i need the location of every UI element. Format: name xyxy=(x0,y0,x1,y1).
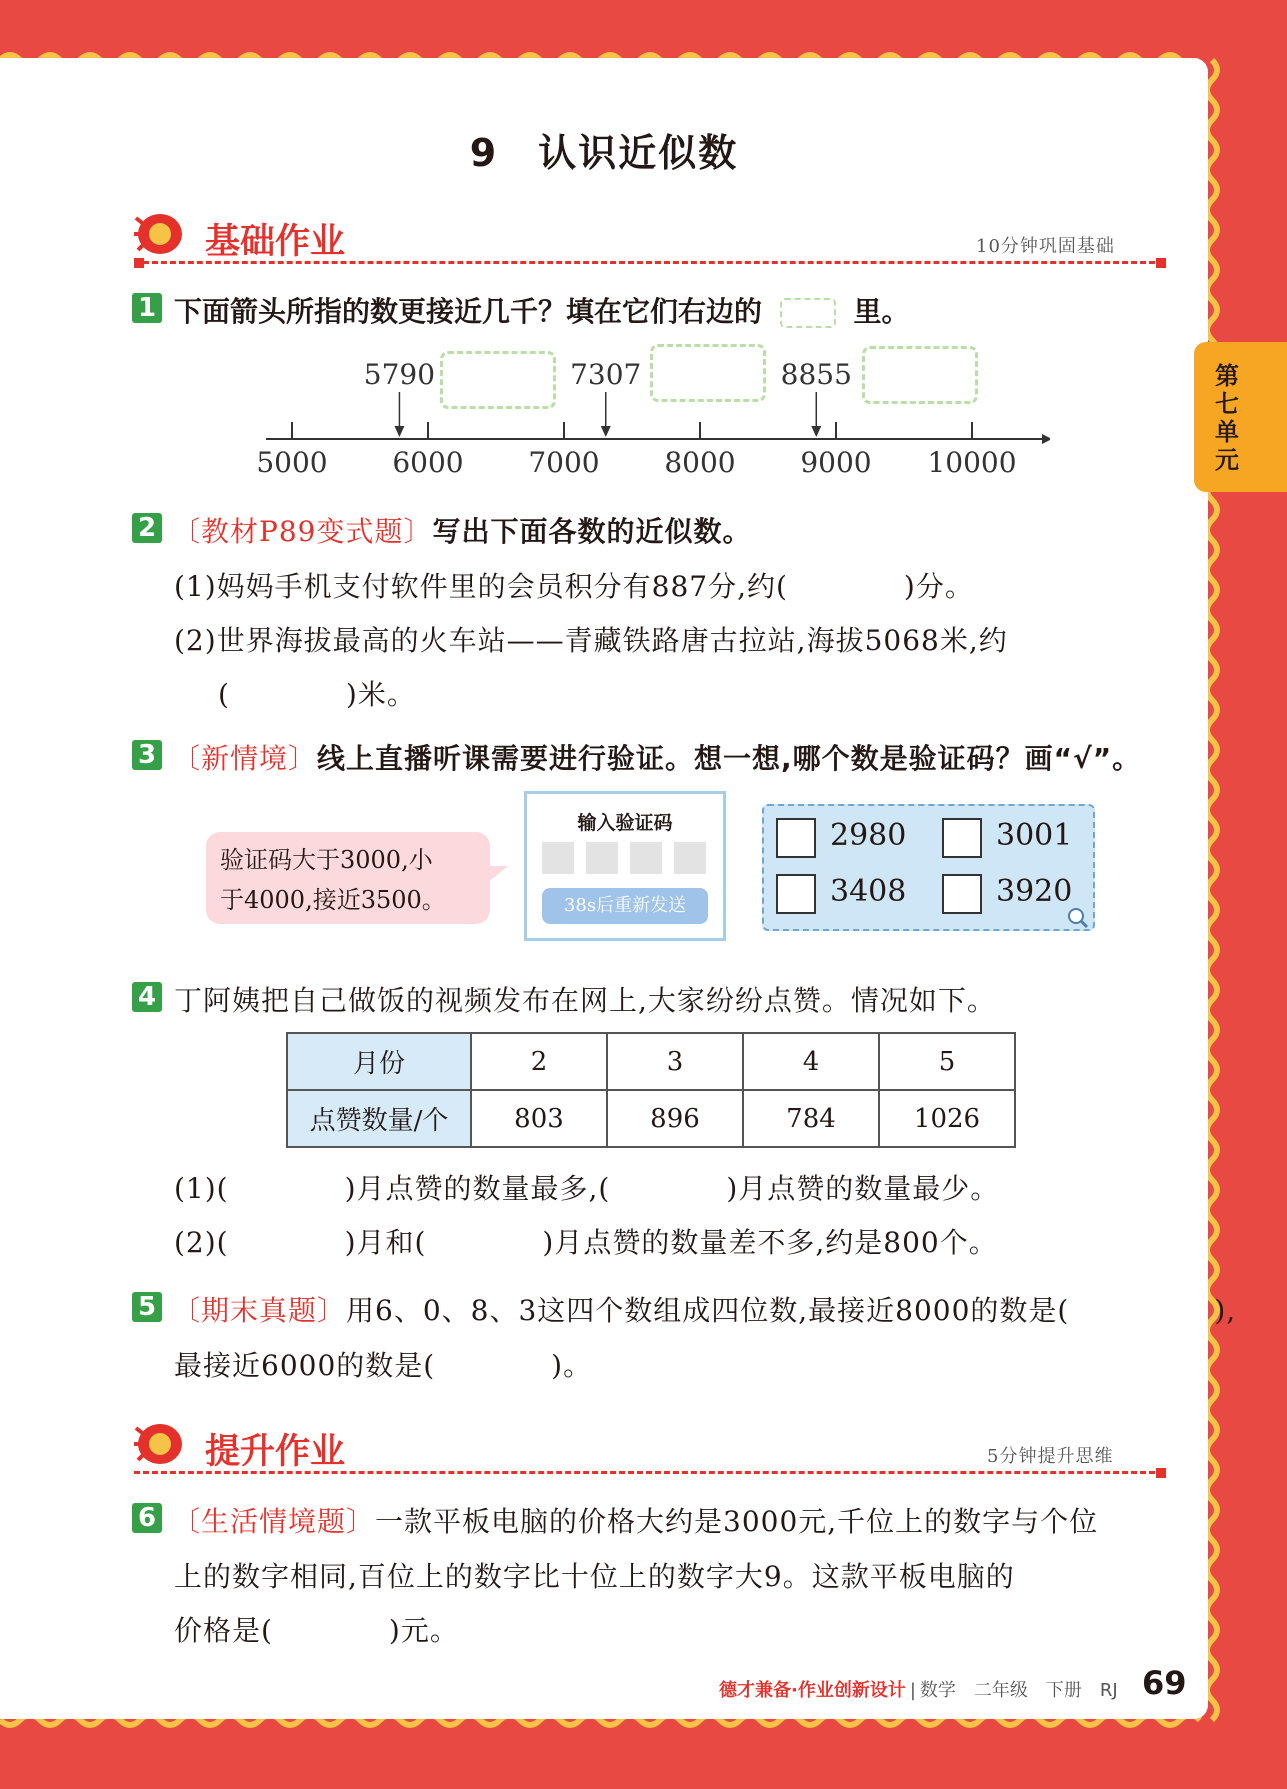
q2-sub2-line1: (2)世界海拔最高的火车站——青藏铁路唐古拉站,海拔5068米,约 xyxy=(174,624,1008,657)
divider-dot xyxy=(134,258,144,268)
question-number: 5 xyxy=(132,1292,162,1322)
question-tag: 〔教材P89变式题〕 xyxy=(172,515,433,548)
question-number: 2 xyxy=(132,513,162,543)
q6-text-line1: 一款平板电脑的价格大约是3000元,千位上的数字与个位 xyxy=(375,1505,1099,1538)
table-row xyxy=(287,1090,1015,1147)
question-number: 6 xyxy=(132,1503,162,1533)
verification-panel xyxy=(524,791,726,941)
number-line-tick-label: 6000 xyxy=(392,446,464,479)
table-cell: 803 xyxy=(471,1090,607,1147)
pointer-value-label: 7307 xyxy=(570,358,642,391)
number-line-tick-label: 10000 xyxy=(927,446,1017,479)
q4-sub2: (2)( )月和( )月点赞的数量差不多,约是800个。 xyxy=(174,1226,998,1259)
q1-text-before: 下面箭头所指的数更接近几千？填在它们右边的 xyxy=(174,295,763,328)
option-checkbox[interactable] xyxy=(942,818,982,858)
option-value: 3001 xyxy=(996,818,1073,853)
question-tag: 〔生活情境题〕 xyxy=(172,1505,376,1538)
option-checkbox[interactable] xyxy=(942,874,982,914)
answer-box-5790[interactable] xyxy=(440,351,556,409)
q6-text-line3: 价格是( )元。 xyxy=(174,1614,459,1647)
table-cell: 3 xyxy=(607,1033,743,1090)
magnifier-icon xyxy=(1066,906,1090,930)
question-tag: 〔期末真题〕 xyxy=(172,1294,347,1327)
footer-brand: 德才兼备·作业创新设计 xyxy=(719,1680,906,1701)
q5-text-line1: 用6、0、8、3这四个数组成四位数,最接近8000的数是( ), xyxy=(346,1294,1237,1327)
pointer-value-label: 8855 xyxy=(780,358,852,391)
question-6-line1 xyxy=(172,1500,1098,1540)
hint-speech-bubble xyxy=(206,832,490,924)
section-title-basic: 基础作业 xyxy=(205,222,346,262)
footer: 德才兼备·作业创新设计 | 数学 二年级 下册 RJ xyxy=(719,1680,1118,1701)
q1-text-after: 里。 xyxy=(853,295,910,328)
table-cell: 5 xyxy=(879,1033,1015,1090)
likes-table xyxy=(286,1032,1016,1148)
question-3-text xyxy=(172,737,1141,777)
option-checkbox[interactable] xyxy=(776,874,816,914)
question-number: 3 xyxy=(132,740,162,770)
section-subtitle-advanced: 5分钟提升思维 xyxy=(987,1446,1114,1467)
lantern-icon xyxy=(130,206,186,260)
question-number: 4 xyxy=(132,982,162,1012)
table-cell: 2 xyxy=(471,1033,607,1090)
q6-text-line2: 上的数字相同,百位上的数字比十位上的数字大9。这款平板电脑的 xyxy=(174,1560,1015,1593)
code-digit-box[interactable] xyxy=(674,842,706,874)
code-digit-box[interactable] xyxy=(542,842,574,874)
question-2-text xyxy=(172,510,752,550)
question-number: 1 xyxy=(132,293,162,323)
unit-side-tab xyxy=(1194,342,1287,492)
number-line-tick-label: 7000 xyxy=(528,446,600,479)
q5-text-line2: 最接近6000的数是( )。 xyxy=(174,1349,593,1382)
code-digit-box[interactable] xyxy=(630,842,662,874)
section-title-advanced: 提升作业 xyxy=(205,1432,346,1472)
q2-sub2-line2: ( )米。 xyxy=(218,678,416,711)
footer-info: 数学 二年级 下册 RJ xyxy=(919,1680,1118,1701)
hint-line-1: 验证码大于3000,小 xyxy=(220,846,433,874)
q4-sub1: (1)( )月点赞的数量最多,( )月点赞的数量最少。 xyxy=(174,1172,1000,1205)
unit-side-tab-label: 第七单元 xyxy=(1215,362,1239,474)
section-subtitle-basic: 10分钟巩固基础 xyxy=(976,236,1115,257)
divider-dot xyxy=(1156,1468,1166,1478)
page-number: 69 xyxy=(1142,1664,1187,1702)
option-value: 2980 xyxy=(830,818,907,853)
table-cell: 896 xyxy=(607,1090,743,1147)
question-tag: 〔新情境〕 xyxy=(172,742,318,775)
verification-panel-title: 输入验证码 xyxy=(577,812,673,834)
question-4-text: 丁阿姨把自己做饭的视频发布在网上,大家纷纷点赞。情况如下。 xyxy=(174,984,996,1017)
option-value: 3408 xyxy=(830,874,907,909)
option-value: 3920 xyxy=(996,874,1073,909)
q2-sub1: (1)妈妈手机支付软件里的会员积分有887分,约( )分。 xyxy=(174,570,974,603)
q2-instruction: 写出下面各数的近似数。 xyxy=(432,515,752,548)
answer-box-7307[interactable] xyxy=(650,344,766,402)
table-header-likes: 点赞数量/个 xyxy=(287,1090,471,1147)
table-cell: 1026 xyxy=(879,1090,1015,1147)
hint-line-2: 于4000,接近3500。 xyxy=(220,886,446,914)
page-title: 9 认识近似数 xyxy=(469,131,739,175)
number-line-tick-label: 9000 xyxy=(800,446,872,479)
answer-box-sample xyxy=(780,298,836,328)
pointer-arrowhead xyxy=(394,426,404,437)
number-line-tick-label: 8000 xyxy=(664,446,736,479)
answer-box-8855[interactable] xyxy=(862,346,978,404)
pointer-arrowhead xyxy=(601,426,611,437)
lantern-icon xyxy=(130,1416,186,1470)
question-1-text xyxy=(174,290,910,330)
question-5-line1 xyxy=(172,1289,1236,1329)
section-divider xyxy=(134,261,1164,264)
number-line-tick-label: 5000 xyxy=(256,446,328,479)
section-divider xyxy=(134,1471,1164,1474)
pointer-value-label: 5790 xyxy=(363,358,436,391)
resend-button[interactable]: 38s后重新发送 xyxy=(542,888,708,924)
options-panel xyxy=(762,804,1095,931)
bubble-tail xyxy=(486,866,510,890)
table-cell: 4 xyxy=(743,1033,879,1090)
code-digit-box[interactable] xyxy=(586,842,618,874)
table-header-month: 月份 xyxy=(287,1033,471,1090)
table-row xyxy=(287,1033,1015,1090)
option-checkbox[interactable] xyxy=(776,818,816,858)
table-cell: 784 xyxy=(743,1090,879,1147)
pointer-arrowhead xyxy=(811,426,821,437)
q3-instruction: 线上直播听课需要进行验证。想一想,哪个数是验证码？画“√”。 xyxy=(317,742,1142,775)
divider-dot xyxy=(1156,258,1166,268)
